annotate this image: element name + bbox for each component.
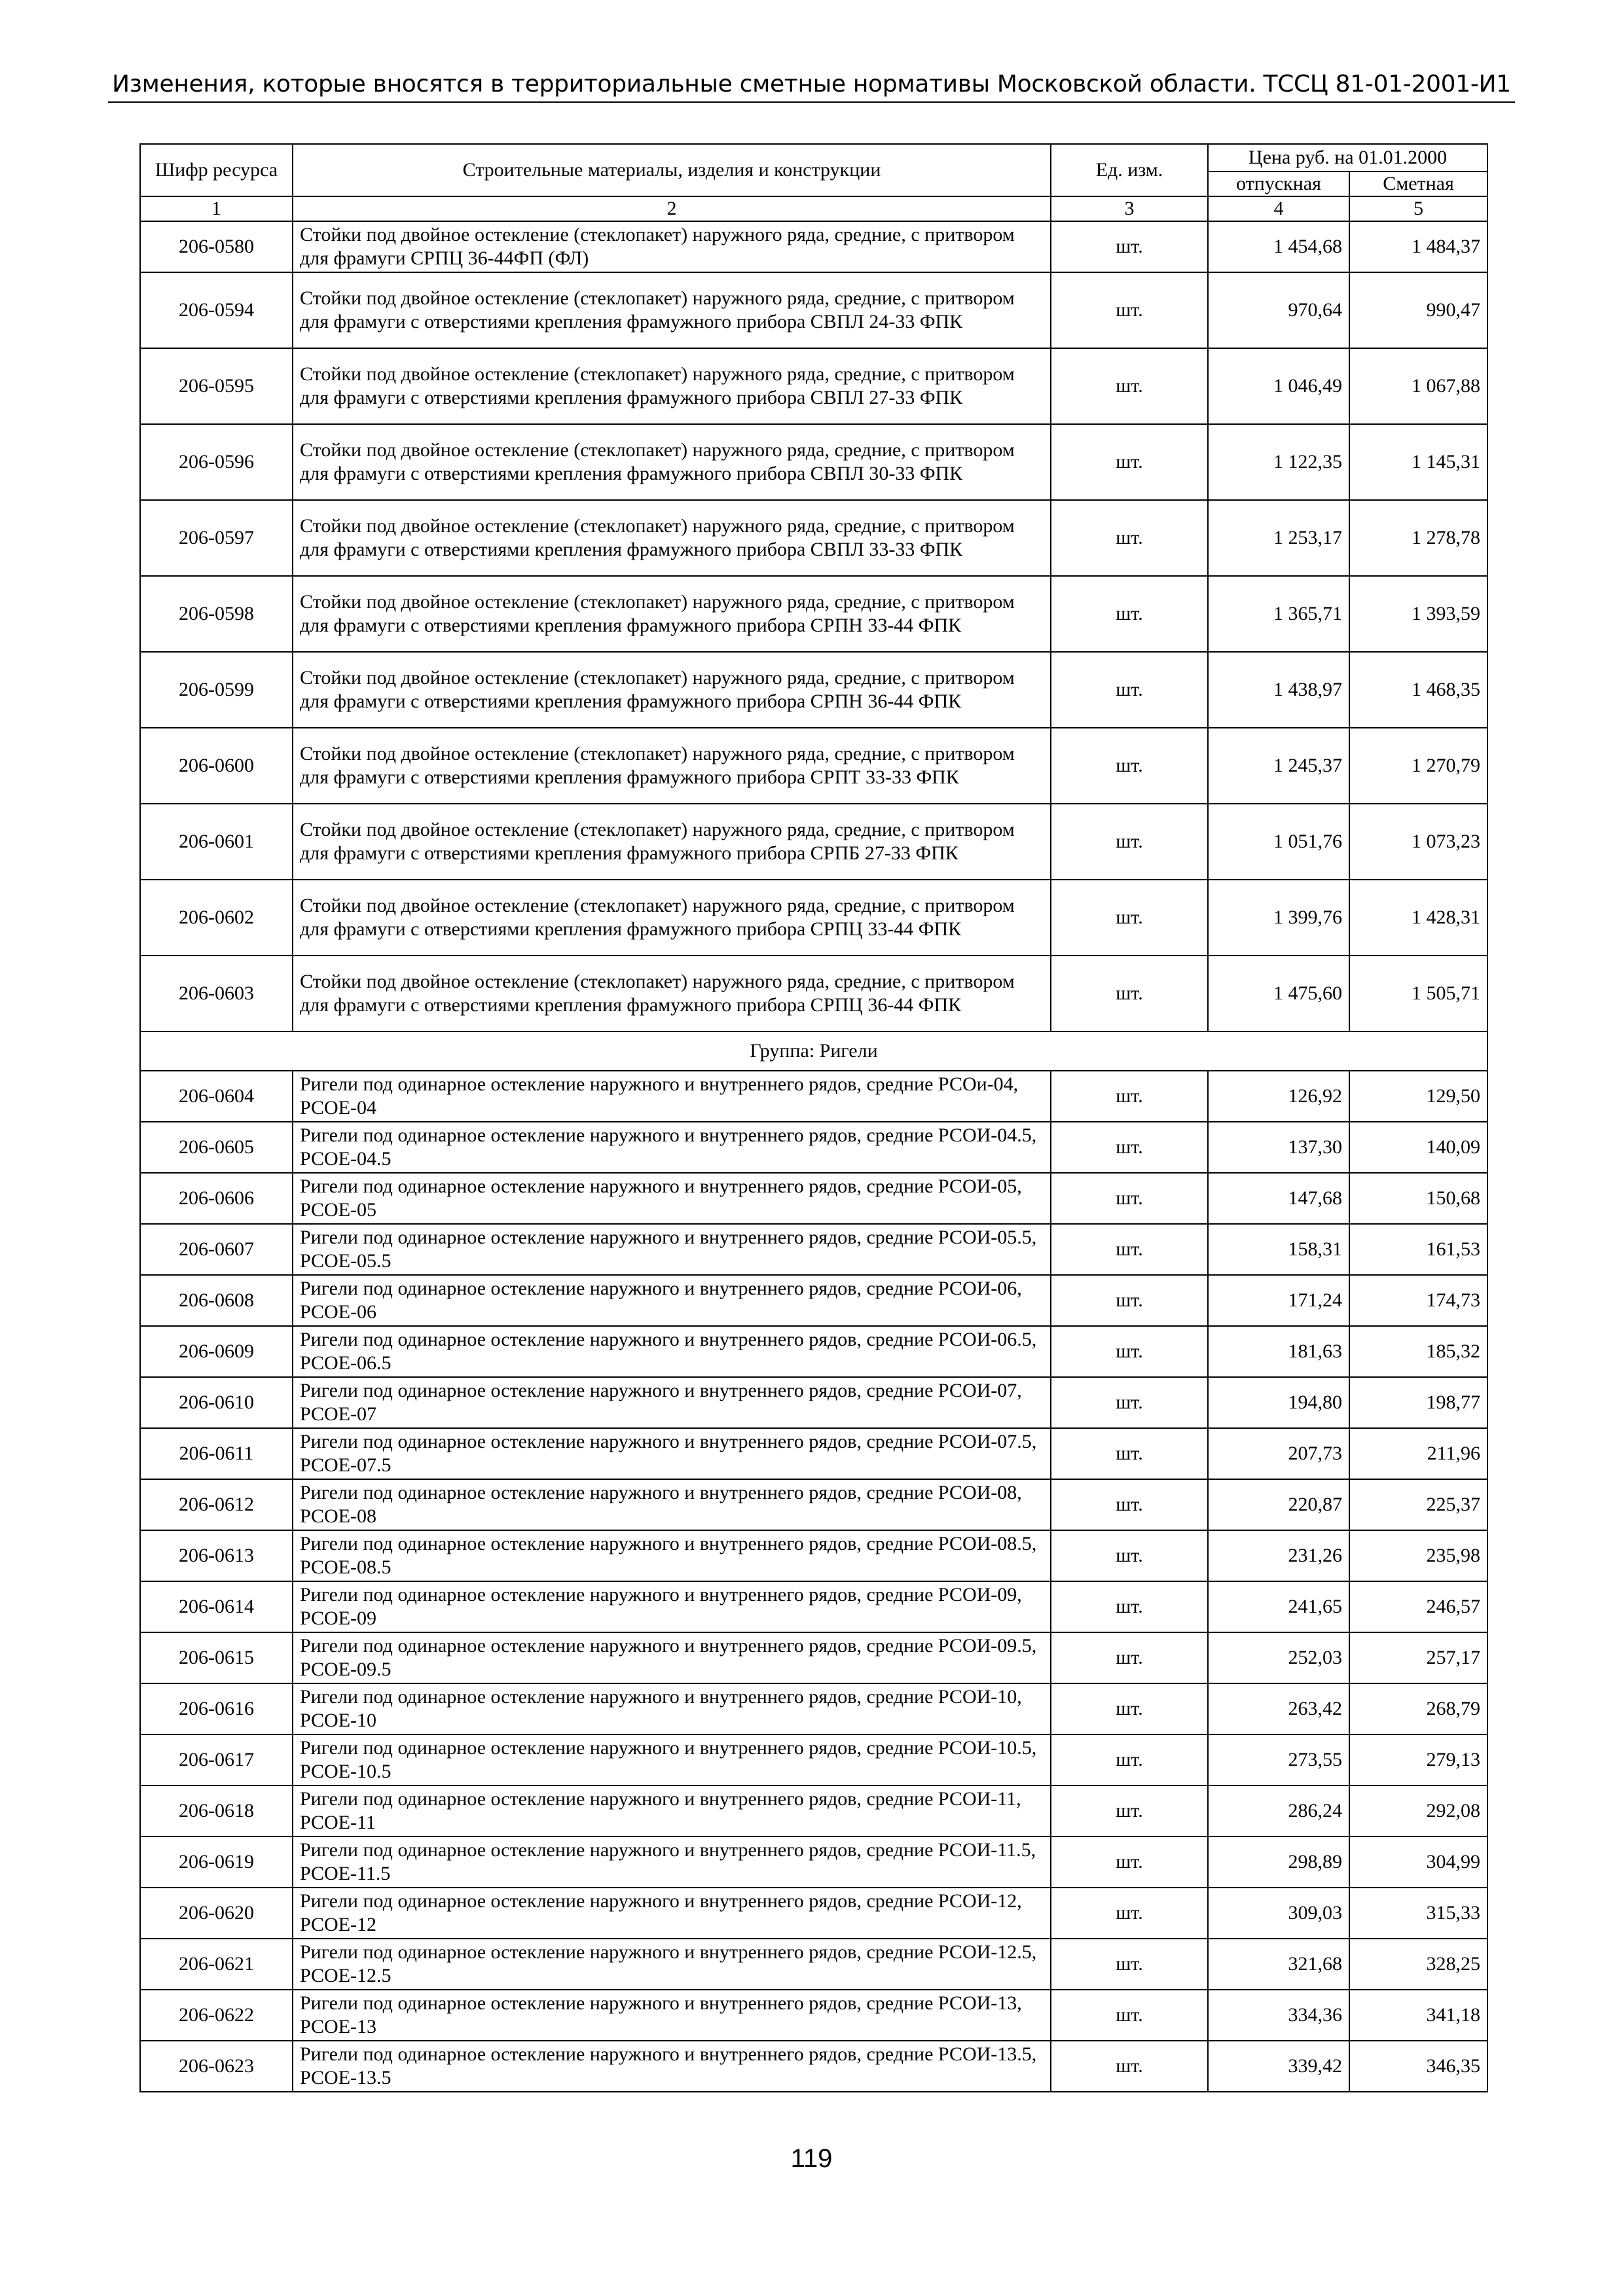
header-name: Строительные материалы, изделия и конструкции (293, 144, 1051, 196)
resource-name: Ригели под одинарное остекление наружного и внутреннего рядов, средние РСОИ-05, РСОЕ-05 (293, 1173, 1051, 1224)
resource-code: 206-0596 (140, 424, 293, 500)
header-price-estimate: Сметная (1349, 171, 1487, 196)
resource-name: Стойки под двойное остекление (стеклопакет) наружного ряда, средние, с притвором для фрамуги с отверстиями крепления фрамужного прибора СВПЛ 27-33 ФПК (293, 348, 1051, 424)
table-row (140, 728, 1487, 804)
price-release-cell: 158,31 (1208, 1224, 1349, 1275)
resource-name: Стойки под двойное остекление (стеклопакет) наружного ряда, средние, с притвором для фрамуги с отверстиями крепления фрамужного прибора СВПЛ 30-33 ФПК (293, 424, 1051, 500)
table-row (140, 1071, 1487, 1122)
resource-name: Ригели под одинарное остекление наружного и внутреннего рядов, средние РСОИ-05.5, РСОЕ-05.5 (293, 1224, 1051, 1275)
price-estimate-cell: 1 393,59 (1349, 576, 1487, 652)
unit-cell: шт. (1051, 1224, 1208, 1275)
price-estimate-cell: 268,79 (1349, 1683, 1487, 1734)
resource-price-table (139, 143, 1488, 2092)
group-title: Группа: Ригели (140, 1031, 1487, 1071)
unit-cell: шт. (1051, 1785, 1208, 1837)
column-number: 4 (1208, 196, 1349, 221)
price-estimate-cell: 150,68 (1349, 1173, 1487, 1224)
resource-code: 206-0595 (140, 348, 293, 424)
unit-cell: шт. (1051, 2041, 1208, 2092)
resource-code: 206-0609 (140, 1326, 293, 1377)
unit-cell: шт. (1051, 880, 1208, 956)
price-estimate-cell: 235,98 (1349, 1530, 1487, 1581)
price-release-cell: 298,89 (1208, 1837, 1349, 1888)
unit-cell: шт. (1051, 1837, 1208, 1888)
price-estimate-cell: 1 270,79 (1349, 728, 1487, 804)
resource-code: 206-0611 (140, 1428, 293, 1479)
resource-name: Ригели под одинарное остекление наружного и внутреннего рядов, средние РСОИ-12, РСОЕ-12 (293, 1888, 1051, 1939)
price-estimate-cell: 246,57 (1349, 1581, 1487, 1632)
unit-cell: шт. (1051, 348, 1208, 424)
table-row (140, 1581, 1487, 1632)
price-estimate-cell: 279,13 (1349, 1734, 1487, 1785)
resource-name: Ригели под одинарное остекление наружного и внутреннего рядов, средние РСОИ-13, РСОЕ-13 (293, 1990, 1051, 2041)
price-estimate-cell: 292,08 (1349, 1785, 1487, 1837)
price-release-cell: 321,68 (1208, 1939, 1349, 1990)
price-release-cell: 1 438,97 (1208, 652, 1349, 728)
price-release-cell: 1 454,68 (1208, 221, 1349, 272)
table-row (140, 1173, 1487, 1224)
resource-name: Ригели под одинарное остекление наружного и внутреннего рядов, средние РСОИ-09, РСОЕ-09 (293, 1581, 1051, 1632)
resource-code: 206-0616 (140, 1683, 293, 1734)
unit-cell: шт. (1051, 1377, 1208, 1428)
price-release-cell: 231,26 (1208, 1530, 1349, 1581)
table-row (140, 1990, 1487, 2041)
column-number: 1 (140, 196, 293, 221)
table-row (140, 1888, 1487, 1939)
table-row (140, 956, 1487, 1031)
unit-cell: шт. (1051, 1888, 1208, 1939)
price-release-cell: 334,36 (1208, 1990, 1349, 2041)
resource-name: Стойки под двойное остекление (стеклопакет) наружного ряда, средние, с притвором для фрамуги с отверстиями крепления фрамужного прибора СРПБ 27-33 ФПК (293, 804, 1051, 880)
resource-name: Стойки под двойное остекление (стеклопакет) наружного ряда, средние, с притвором для фрамуги с отверстиями крепления фрамужного прибора СВПЛ 33-33 ФПК (293, 500, 1051, 576)
price-estimate-cell: 257,17 (1349, 1632, 1487, 1683)
resource-name: Ригели под одинарное остекление наружного и внутреннего рядов, средние РСОИ-12.5, РСОЕ-12.5 (293, 1939, 1051, 1990)
resource-name: Ригели под одинарное остекление наружного и внутреннего рядов, средние РСОИ-13.5, РСОЕ-13.5 (293, 2041, 1051, 2092)
resource-name: Ригели под одинарное остекление наружного и внутреннего рядов, средние РСОИ-07.5, РСОЕ-07.5 (293, 1428, 1051, 1479)
table-row (140, 1224, 1487, 1275)
resource-code: 206-0621 (140, 1939, 293, 1990)
resource-code: 206-0608 (140, 1275, 293, 1326)
price-release-cell: 171,24 (1208, 1275, 1349, 1326)
table-row (140, 1377, 1487, 1428)
table-row (140, 424, 1487, 500)
resource-code: 206-0615 (140, 1632, 293, 1683)
table-row (140, 1837, 1487, 1888)
table-row (140, 500, 1487, 576)
group-row (140, 1031, 1487, 1071)
table-body-stoiki (140, 221, 1487, 1031)
resource-code: 206-0598 (140, 576, 293, 652)
column-number: 5 (1349, 196, 1487, 221)
table-body-rigeli (140, 1071, 1487, 2092)
unit-cell: шт. (1051, 1939, 1208, 1990)
resource-code: 206-0604 (140, 1071, 293, 1122)
price-estimate-cell: 1 484,37 (1349, 221, 1487, 272)
price-release-cell: 126,92 (1208, 1071, 1349, 1122)
resource-code: 206-0597 (140, 500, 293, 576)
unit-cell: шт. (1051, 652, 1208, 728)
price-release-cell: 220,87 (1208, 1479, 1349, 1530)
resource-name: Ригели под одинарное остекление наружного и внутреннего рядов, средние РСОИ-11.5, РСОЕ-11.5 (293, 1837, 1051, 1888)
unit-cell: шт. (1051, 728, 1208, 804)
resource-name: Стойки под двойное остекление (стеклопакет) наружного ряда, средние, с притвором для фрамуги с отверстиями крепления фрамужного прибора СРПН 33-44 ФПК (293, 576, 1051, 652)
unit-cell: шт. (1051, 956, 1208, 1031)
resource-code: 206-0620 (140, 1888, 293, 1939)
resource-code: 206-0622 (140, 1990, 293, 2041)
group-section (140, 1031, 1487, 1071)
price-release-cell: 1 122,35 (1208, 424, 1349, 500)
price-release-cell: 1 046,49 (1208, 348, 1349, 424)
price-release-cell: 273,55 (1208, 1734, 1349, 1785)
column-number-row (140, 196, 1487, 221)
header-price-group: Цена руб. на 01.01.2000 (1208, 144, 1487, 171)
page-title: Изменения, которые вносятся в территориальные сметные нормативы Московской области. ТССЦ 81-01-2001-И1 (108, 71, 1515, 103)
resource-code: 206-0600 (140, 728, 293, 804)
price-release-cell: 147,68 (1208, 1173, 1349, 1224)
price-release-cell: 263,42 (1208, 1683, 1349, 1734)
price-estimate-cell: 990,47 (1349, 272, 1487, 348)
unit-cell: шт. (1051, 1734, 1208, 1785)
price-estimate-cell: 1 073,23 (1349, 804, 1487, 880)
resource-code: 206-0613 (140, 1530, 293, 1581)
resource-name: Стойки под двойное остекление (стеклопакет) наружного ряда, средние, с притвором для фрамуги СРПЦ 36-44ФП (ФЛ) (293, 221, 1051, 272)
table-row (140, 1428, 1487, 1479)
resource-code: 206-0612 (140, 1479, 293, 1530)
price-estimate-cell: 1 067,88 (1349, 348, 1487, 424)
resource-name: Ригели под одинарное остекление наружного и внутреннего рядов, средние РСОи-04, РСОЕ-04 (293, 1071, 1051, 1122)
table-row (140, 1530, 1487, 1581)
price-estimate-cell: 1 278,78 (1349, 500, 1487, 576)
resource-name: Ригели под одинарное остекление наружного и внутреннего рядов, средние РСОИ-07, РСОЕ-07 (293, 1377, 1051, 1428)
resource-code: 206-0614 (140, 1581, 293, 1632)
resource-code: 206-0606 (140, 1173, 293, 1224)
price-estimate-cell: 198,77 (1349, 1377, 1487, 1428)
resource-name: Ригели под одинарное остекление наружного и внутреннего рядов, средние РСОИ-04.5, РСОЕ-04.5 (293, 1122, 1051, 1173)
price-release-cell: 286,24 (1208, 1785, 1349, 1837)
header-price-release: отпускная (1208, 171, 1349, 196)
price-release-cell: 1 365,71 (1208, 576, 1349, 652)
table-row (140, 221, 1487, 272)
price-estimate-cell: 1 428,31 (1349, 880, 1487, 956)
unit-cell: шт. (1051, 1326, 1208, 1377)
table-row (140, 804, 1487, 880)
price-release-cell: 252,03 (1208, 1632, 1349, 1683)
unit-cell: шт. (1051, 1632, 1208, 1683)
unit-cell: шт. (1051, 804, 1208, 880)
price-estimate-cell: 315,33 (1349, 1888, 1487, 1939)
price-release-cell: 194,80 (1208, 1377, 1349, 1428)
resource-code: 206-0619 (140, 1837, 293, 1888)
table-row (140, 652, 1487, 728)
page-header (0, 71, 1623, 103)
table-row (140, 1939, 1487, 1990)
table-row (140, 1479, 1487, 1530)
table-row (140, 1122, 1487, 1173)
price-release-cell: 1 399,76 (1208, 880, 1349, 956)
unit-cell: шт. (1051, 1581, 1208, 1632)
unit-cell: шт. (1051, 1530, 1208, 1581)
table-row (140, 1785, 1487, 1837)
table-row (140, 576, 1487, 652)
price-estimate-cell: 1 468,35 (1349, 652, 1487, 728)
table-row (140, 348, 1487, 424)
table-row (140, 2041, 1487, 2092)
unit-cell: шт. (1051, 424, 1208, 500)
resource-name: Ригели под одинарное остекление наружного и внутреннего рядов, средние РСОИ-08.5, РСОЕ-08.5 (293, 1530, 1051, 1581)
column-number: 3 (1051, 196, 1208, 221)
resource-code: 206-0618 (140, 1785, 293, 1837)
unit-cell: шт. (1051, 1479, 1208, 1530)
unit-cell: шт. (1051, 272, 1208, 348)
resource-code: 206-0610 (140, 1377, 293, 1428)
price-estimate-cell: 328,25 (1349, 1939, 1487, 1990)
resource-code: 206-0599 (140, 652, 293, 728)
price-release-cell: 207,73 (1208, 1428, 1349, 1479)
resource-name: Стойки под двойное остекление (стеклопакет) наружного ряда, средние, с притвором для фрамуги с отверстиями крепления фрамужного прибора СВПЛ 24-33 ФПК (293, 272, 1051, 348)
unit-cell: шт. (1051, 221, 1208, 272)
resource-code: 206-0580 (140, 221, 293, 272)
resource-name: Стойки под двойное остекление (стеклопакет) наружного ряда, средние, с притвором для фрамуги с отверстиями крепления фрамужного прибора СРПТ 33-33 ФПК (293, 728, 1051, 804)
resource-code: 206-0605 (140, 1122, 293, 1173)
resource-name: Ригели под одинарное остекление наружного и внутреннего рядов, средние РСОИ-06, РСОЕ-06 (293, 1275, 1051, 1326)
price-estimate-cell: 211,96 (1349, 1428, 1487, 1479)
table-row (140, 272, 1487, 348)
resource-code: 206-0603 (140, 956, 293, 1031)
price-estimate-cell: 225,37 (1349, 1479, 1487, 1530)
resource-code: 206-0607 (140, 1224, 293, 1275)
price-release-cell: 309,03 (1208, 1888, 1349, 1939)
price-release-cell: 1 253,17 (1208, 500, 1349, 576)
table-row (140, 1326, 1487, 1377)
resource-code: 206-0617 (140, 1734, 293, 1785)
unit-cell: шт. (1051, 1275, 1208, 1326)
table-row (140, 1683, 1487, 1734)
resource-code: 206-0594 (140, 272, 293, 348)
table-row (140, 1734, 1487, 1785)
header-code: Шифр ресурса (140, 144, 293, 196)
resource-name: Ригели под одинарное остекление наружного и внутреннего рядов, средние РСОИ-10, РСОЕ-10 (293, 1683, 1051, 1734)
resource-name: Ригели под одинарное остекление наружного и внутреннего рядов, средние РСОИ-09.5, РСОЕ-09.5 (293, 1632, 1051, 1683)
header-unit: Ед. изм. (1051, 144, 1208, 196)
price-estimate-cell: 304,99 (1349, 1837, 1487, 1888)
unit-cell: шт. (1051, 500, 1208, 576)
table-row (140, 1275, 1487, 1326)
resource-name: Стойки под двойное остекление (стеклопакет) наружного ряда, средние, с притвором для фрамуги с отверстиями крепления фрамужного прибора СРПЦ 36-44 ФПК (293, 956, 1051, 1031)
price-estimate-cell: 174,73 (1349, 1275, 1487, 1326)
unit-cell: шт. (1051, 1071, 1208, 1122)
resource-name: Ригели под одинарное остекление наружного и внутреннего рядов, средние РСОИ-11, РСОЕ-11 (293, 1785, 1051, 1837)
table-row (140, 1632, 1487, 1683)
unit-cell: шт. (1051, 1428, 1208, 1479)
resource-code: 206-0601 (140, 804, 293, 880)
resource-code: 206-0623 (140, 2041, 293, 2092)
price-estimate-cell: 1 505,71 (1349, 956, 1487, 1031)
resource-code: 206-0602 (140, 880, 293, 956)
price-estimate-cell: 1 145,31 (1349, 424, 1487, 500)
resource-name: Ригели под одинарное остекление наружного и внутреннего рядов, средние РСОИ-06.5, РСОЕ-06.5 (293, 1326, 1051, 1377)
page-number: 119 (790, 2144, 833, 2173)
price-release-cell: 137,30 (1208, 1122, 1349, 1173)
column-number: 2 (293, 196, 1051, 221)
price-estimate-cell: 346,35 (1349, 2041, 1487, 2092)
price-release-cell: 1 245,37 (1208, 728, 1349, 804)
price-estimate-cell: 140,09 (1349, 1122, 1487, 1173)
price-estimate-cell: 129,50 (1349, 1071, 1487, 1122)
price-release-cell: 1 475,60 (1208, 956, 1349, 1031)
price-release-cell: 1 051,76 (1208, 804, 1349, 880)
unit-cell: шт. (1051, 1122, 1208, 1173)
unit-cell: шт. (1051, 1990, 1208, 2041)
resource-name: Ригели под одинарное остекление наружного и внутреннего рядов, средние РСОИ-08, РСОЕ-08 (293, 1479, 1051, 1530)
price-estimate-cell: 161,53 (1349, 1224, 1487, 1275)
price-estimate-cell: 185,32 (1349, 1326, 1487, 1377)
price-release-cell: 241,65 (1208, 1581, 1349, 1632)
unit-cell: шт. (1051, 1683, 1208, 1734)
unit-cell: шт. (1051, 1173, 1208, 1224)
resource-name: Стойки под двойное остекление (стеклопакет) наружного ряда, средние, с притвором для фрамуги с отверстиями крепления фрамужного прибора СРПН 36-44 ФПК (293, 652, 1051, 728)
price-release-cell: 339,42 (1208, 2041, 1349, 2092)
unit-cell: шт. (1051, 576, 1208, 652)
price-release-cell: 181,63 (1208, 1326, 1349, 1377)
table-row (140, 880, 1487, 956)
price-release-cell: 970,64 (1208, 272, 1349, 348)
resource-name: Ригели под одинарное остекление наружного и внутреннего рядов, средние РСОИ-10.5, РСОЕ-10.5 (293, 1734, 1051, 1785)
resource-name: Стойки под двойное остекление (стеклопакет) наружного ряда, средние, с притвором для фрамуги с отверстиями крепления фрамужного прибора СРПЦ 33-44 ФПК (293, 880, 1051, 956)
price-estimate-cell: 341,18 (1349, 1990, 1487, 2041)
